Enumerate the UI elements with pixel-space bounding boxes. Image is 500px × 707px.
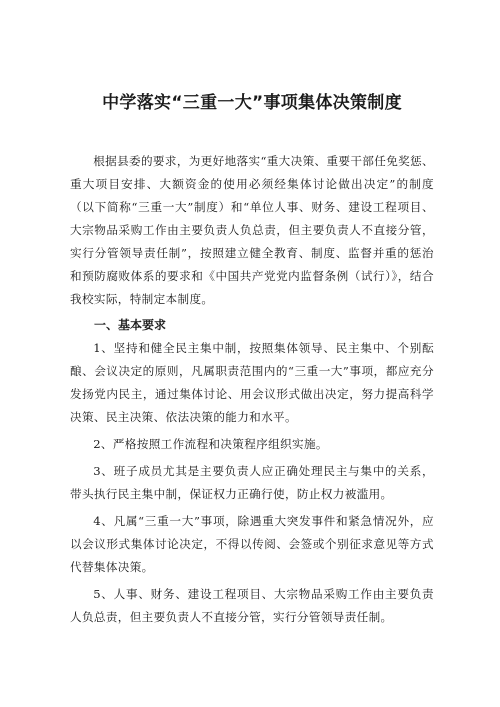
- document-title: 中学落实“三重一大”事项集体决策制度: [102, 93, 402, 113]
- requirement-item-5: 5、人事、财务、建设工程项目、大宗物品采购工作由主要负责人负总责，但主要负责人不直接分管，实行分管领导责任制。: [70, 587, 434, 624]
- intro-paragraph: 根据县委的要求，为更好地落实“重大决策、重要干部任免奖惩、重大项目安排、大额资金的使用必须经集体讨论做出决定”的制度（以下简称“三重一大”制度）和“单位人事、财务、建设工程项目、大宗物品采购工作由主要负责人负总责，但主要负责人不直接分管，实行分管领导责任制”，按照建立健全教育、制度、监督并重的惩治和预防腐败体系的要求和《中国共产党党内监督条例（试行）》，结合我校实际，特制定本制度。: [70, 154, 434, 306]
- requirement-item-2: 2、严格按照工作流程和决策程序组织实施。: [93, 437, 328, 451]
- requirement-item-3: 3、班子成员尤其是主要负责人应正确处理民主与集中的关系，带头执行民主集中制，保证权力正确行使，防止权力被滥用。: [70, 464, 434, 501]
- requirement-item-1: 1、坚持和健全民主集中制，按照集体领导、民主集中、个别酝酿、会议决定的原则，凡属职责范围内的“三重一大”事项，都应充分发扬党内民主，通过集体讨论、用会议形式做出决定，努力提高科学决策、民主决策、依法决策的能力和水平。: [70, 341, 434, 424]
- requirement-item-4: 4、凡属“三重一大”事项，除遇重大突发事件和紧急情况外，应以会议形式集体讨论决定，不得以传阅、会签或个别征求意见等方式代替集体决策。: [70, 514, 434, 574]
- section-heading-basic-requirements: 一、基本要求: [94, 318, 167, 332]
